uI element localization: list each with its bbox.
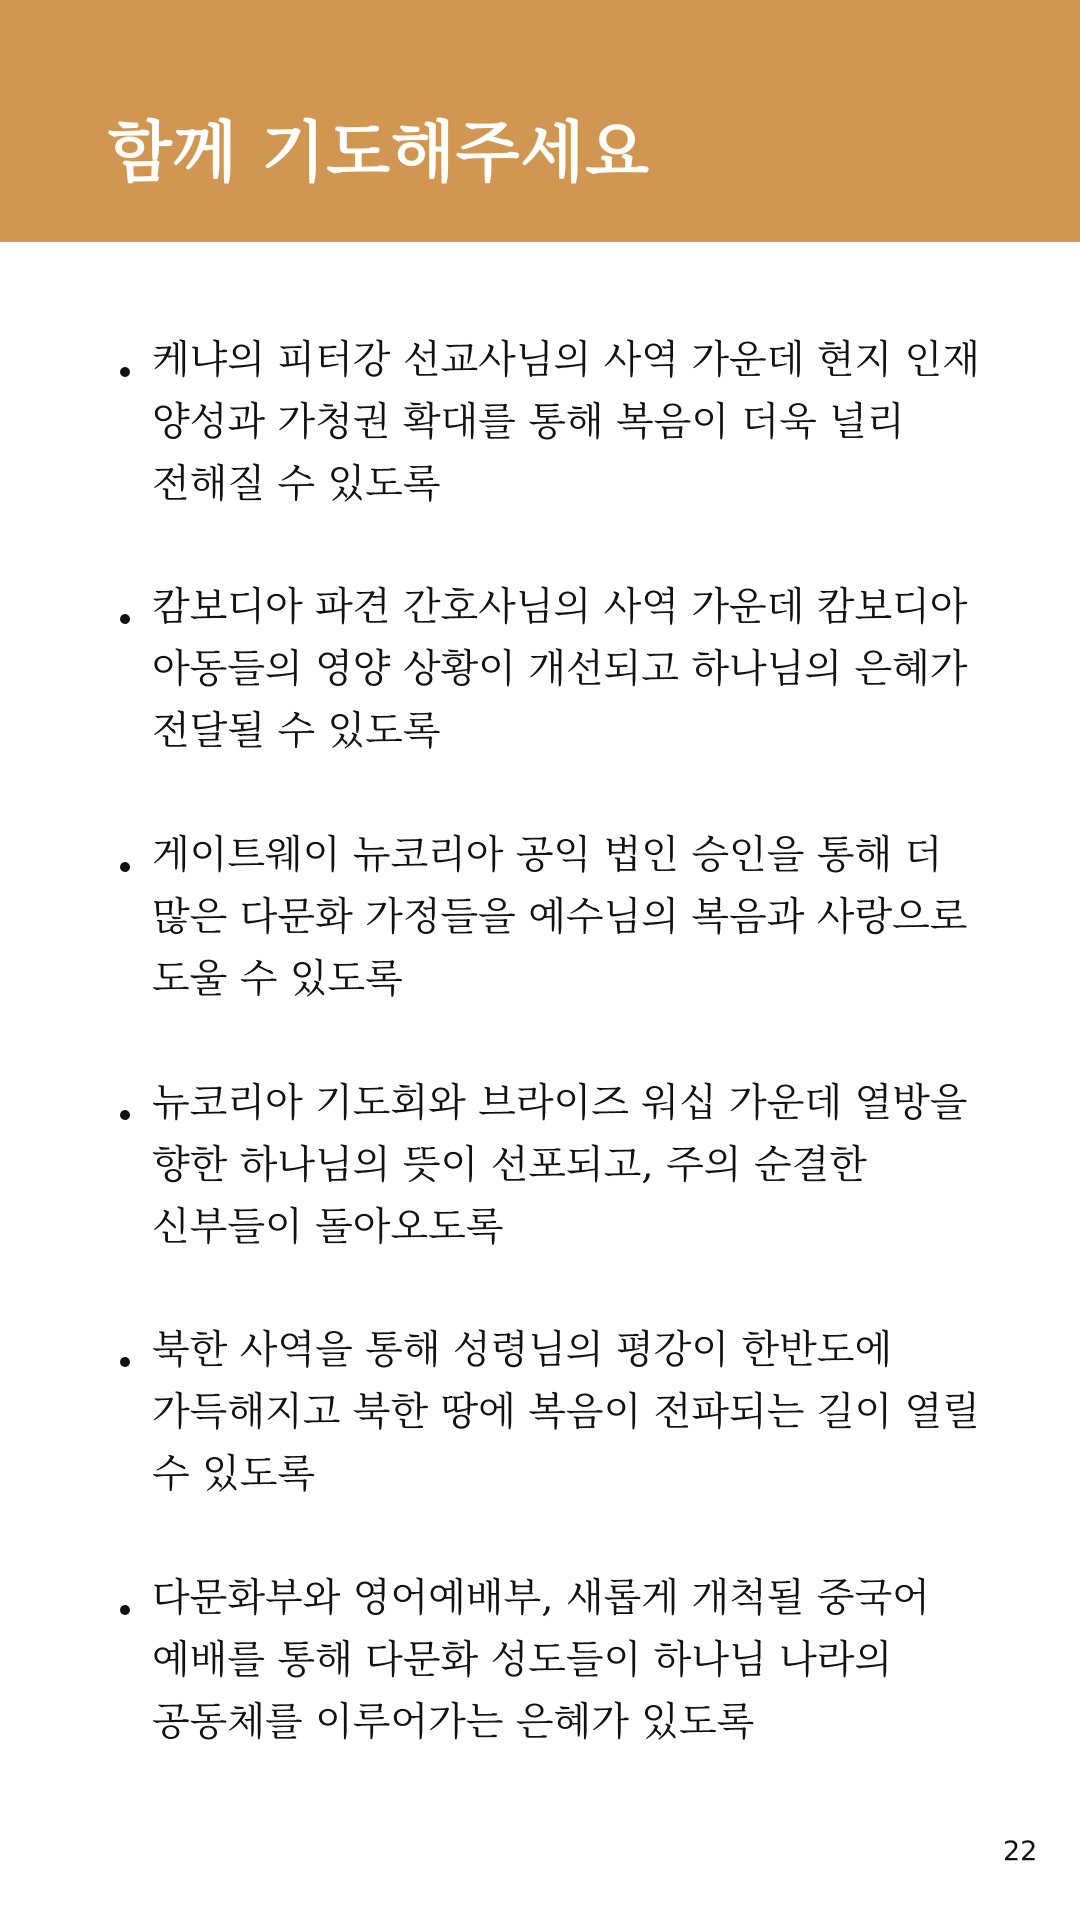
page-number: 22 bbox=[1003, 1836, 1038, 1867]
bullet-icon bbox=[120, 1605, 130, 1615]
prayer-text: 뉴코리아 기도회와 브라이즈 워십 가운데 열방을 향한 하나님의 뜻이 선포되고, 주의 순결한 신부들이 돌아오도록 bbox=[152, 1081, 968, 1250]
prayer-text: 게이트웨이 뉴코리아 공익 법인 승인을 통해 더 많은 다문화 가정들을 예수님의 복음과 사랑으로 도울 수 있도록 bbox=[152, 833, 968, 1002]
prayer-item bbox=[0, 1081, 1080, 1293]
bullet-icon bbox=[120, 1110, 130, 1120]
prayer-item bbox=[0, 585, 1080, 797]
bullet-icon bbox=[120, 1357, 130, 1367]
prayer-item bbox=[0, 1576, 1080, 1788]
prayer-text: 북한 사역을 통해 성령님의 평강이 한반도에 가득해지고 북한 땅에 복음이 전파되는 길이 열릴 수 있도록 bbox=[152, 1328, 980, 1497]
bullet-icon bbox=[120, 614, 130, 624]
prayer-text: 캄보디아 파견 간호사님의 사역 가운데 캄보디아 아동들의 영양 상황이 개선되고 하나님의 은혜가 전달될 수 있도록 bbox=[152, 585, 968, 754]
bullet-icon bbox=[120, 862, 130, 872]
header-banner bbox=[0, 0, 1080, 242]
page-title: 함께 기도해주세요 bbox=[108, 113, 651, 191]
prayer-text: 케냐의 피터강 선교사님의 사역 가운데 현지 인재 양성과 가청권 확대를 통해 복음이 더욱 널리 전해질 수 있도록 bbox=[152, 338, 980, 507]
prayer-text: 다문화부와 영어예배부, 새롭게 개척될 중국어 예배를 통해 다문화 성도들이 하나님 나라의 공동체를 이루어가는 은혜가 있도록 bbox=[152, 1576, 930, 1745]
prayer-item bbox=[0, 833, 1080, 1045]
bullet-icon bbox=[120, 367, 130, 377]
prayer-item bbox=[0, 338, 1080, 550]
prayer-item bbox=[0, 1328, 1080, 1540]
